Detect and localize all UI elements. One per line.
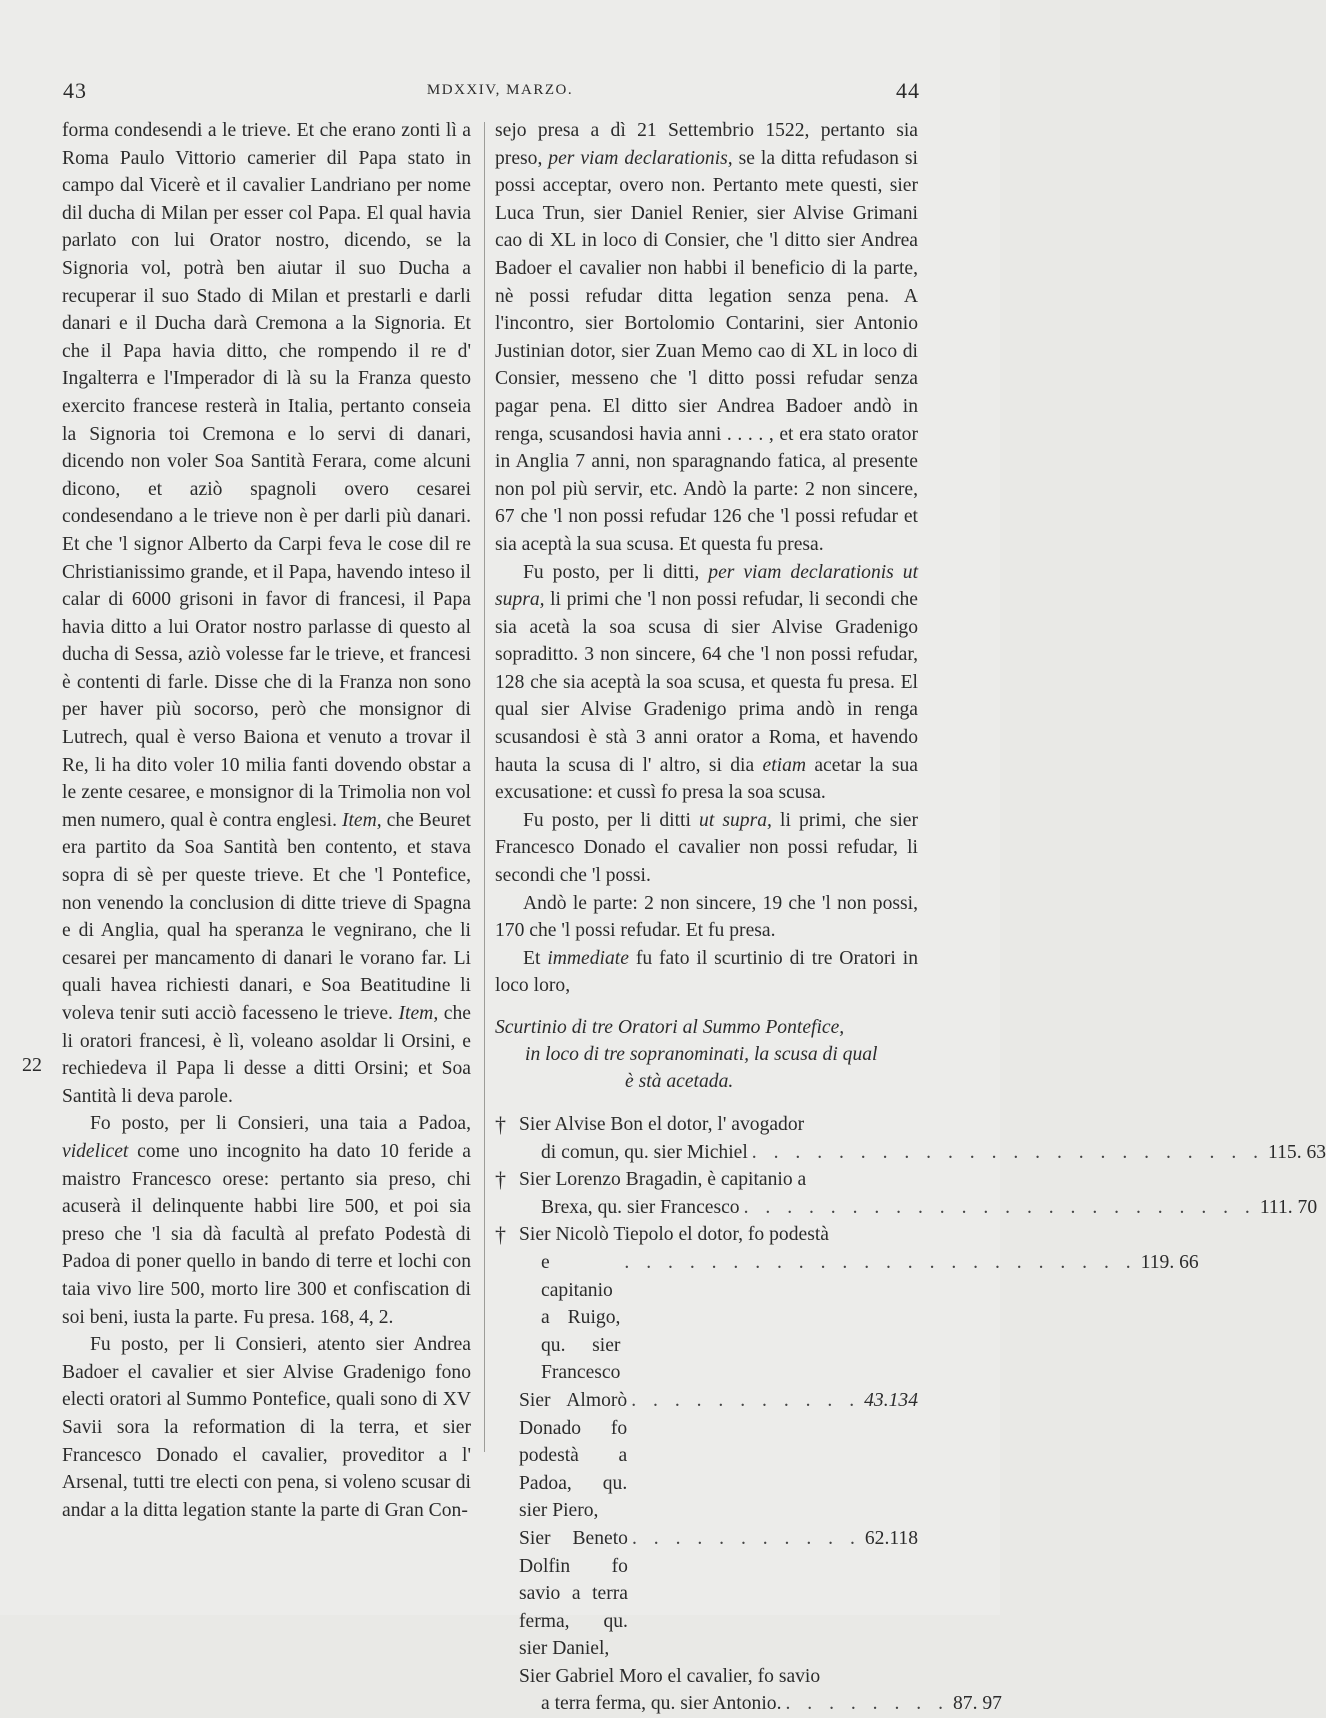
leader-dots: . . . . . . . . . . . bbox=[631, 1389, 861, 1411]
paragraph: Et immediate fu fato il scurtinio di tre Oratori in loco loro, bbox=[495, 947, 919, 997]
vote-count: 115. 63 bbox=[1268, 1141, 1326, 1163]
candidate-entry bbox=[495, 1166, 1318, 1221]
elected-mark: † bbox=[495, 1222, 506, 1248]
paragraph: Andò le parte: 2 non sincere, 19 che 'l non possi, 170 che 'l possi refudar. Et fu presa. bbox=[495, 892, 918, 942]
section-heading bbox=[495, 1014, 918, 1095]
candidate-name: Sier Gabriel Moro el cavalier, fo savio bbox=[519, 1665, 821, 1687]
italic-term: videlicet bbox=[62, 1140, 129, 1162]
elected-mark: † bbox=[495, 1167, 506, 1193]
page-header bbox=[0, 78, 1000, 108]
candidate-entry bbox=[495, 1111, 1326, 1166]
paragraph: sejo presa a dì 21 Settembrio 1522, pertanto sia preso, per viam declarationis, se la ditta refudason si possi acceptar, overo non. Pertanto mete questi, sier Luca Trun, sier Daniel Renier, sier Alvise Grimani cao di XL in loco di Consier, che 'l ditto sier Andrea Badoer el cavalier non habbi il beneficio di la parte, nè possi refudar ditta legation senza pena. A l'incontro, sier Bortolomio Contarini, sier Antonio Justinian dotor, sier Zuan Memo cao di XL in loco di Consier, messeno che 'l ditto possi refudar senza pagar pena. El ditto sier Andrea Badoer andò in renga, scusandosi havia anni . . . . , et era stato orator in Anglia 7 anni, non sparagnando fatica, al presente non pol più servir, etc. Andò la parte: 2 non sincere, 67 che 'l non possi refudar 126 che 'l possi refudar et sia aceptà la sua scusa. Et questa fu presa. bbox=[495, 120, 918, 555]
leader-dots: . . . . . . . . . . . bbox=[631, 1527, 861, 1549]
candidate-name: Sier Lorenzo Bragadin, è capitanio a bbox=[519, 1169, 807, 1191]
italic-term: etiam bbox=[762, 754, 807, 776]
candidate-detail: di comun, qu. sier Michiel bbox=[541, 1141, 748, 1163]
paragraph: Fu posto, per li Consieri, atento sier Andrea Badoer el cavalier et sier Alvise Gradenigo fono electi oratori al Summo Pontefice, quali sono di XV Savii sora la reformation di la terra, et sier Francesco Donado el cavalier, proveditor a l' Arsenal, tutti tre electi con pena, si voleno scusar di andar a la ditta legation stante la parte di Gran Con- bbox=[62, 1334, 471, 1521]
leader-dots: . . . . . . . . . . . . . . . . . . . . . . . . bbox=[743, 1196, 1256, 1218]
candidate-detail: e capitanio a Ruigo, qu. sier Francesco bbox=[541, 1251, 621, 1384]
candidate-detail: a terra ferma, qu. sier Antonio. bbox=[541, 1693, 782, 1715]
page-number-right: 44 bbox=[896, 78, 920, 103]
vote-count: 111. 70 bbox=[1259, 1196, 1318, 1218]
candidate-name: Sier Nicolò Tiepolo el dotor, fo podestà bbox=[519, 1224, 829, 1246]
vote-count: 119. 66 bbox=[1140, 1251, 1199, 1273]
italic-term: Item, bbox=[341, 809, 382, 831]
italic-term: ut supra, bbox=[699, 809, 772, 831]
candidate-entry bbox=[495, 1387, 918, 1525]
vote-count: 62.118 bbox=[864, 1527, 918, 1549]
candidate-entry bbox=[495, 1663, 1002, 1718]
italic-term: immediate bbox=[547, 947, 629, 969]
candidate-name: Sier Almorò Donado fo podestà a Padoa, qu. sier Piero, bbox=[519, 1389, 628, 1522]
heading-line: Scurtinio di tre Oratori al Summo Pontefice, bbox=[495, 1017, 845, 1038]
candidate-name: Sier Alvise Bon el dotor, l' avogador bbox=[519, 1114, 805, 1135]
heading-line: in loco di tre sopranominati, la scusa di qual bbox=[525, 1044, 878, 1065]
column-divider bbox=[484, 122, 485, 1452]
paragraph: Fo posto, per li Consieri, una taia a Padoa, videlicet come uno incognito ha dato 10 feride a maistro Francesco orese: pertanto sia preso, chi acuserà il delinquente habbi lire 500, et poi sia preso che 'l sia dà facultà al prefato Podestà di Padoa di poner quello in bando di terre et lochi con taia vivo lire 500, morto lire 300 et confiscation di soi beni, iusta la parte. Fu presa. 168, 4, 2. bbox=[62, 1113, 471, 1328]
page-number-left: 43 bbox=[63, 78, 87, 103]
candidate-name: Sier Beneto Dolfin fo savio a terra ferma, qu. sier Daniel, bbox=[519, 1527, 628, 1660]
italic-term: per viam declarationis, bbox=[548, 147, 733, 169]
left-column bbox=[62, 117, 471, 1524]
paragraph: Fu posto, per li ditti ut supra, li primi, che sier Francesco Donado el cavalier non possi refudar, li secondi che 'l possi. bbox=[495, 809, 919, 887]
right-column bbox=[495, 117, 1326, 1718]
paragraph: forma condesendi a le trieve. Et che erano zonti lì a Roma Paulo Vittorio camerier dil Papa stato in campo dal Vicerè et il cavalier Landriano per nome dil ducha di Milan per esser col Papa. El qual havia parlato con lui Orator nostro, dicendo, se la Signoria vol, potrà ben aiutar il suo Ducha a recuperar il suo Stado di Milan et prestarli e darli danari e il Ducha darà Cremona a la Signoria. Et che il Papa havia ditto, che rompendo il re d' Ingalterra e l'Imperador di là su la Franza questo exercito francese resterà in Italia, pertanto conseia la Signoria toi Cremona e lo servi di danari, dicendo non voler Soa Santità Ferara, come alcuni dicono, et aziò spagnoli overo cesarei condesendano a le trieve non è per darli più danari. Et che 'l signor Alberto da Carpi feva le cose dil re Christianissimo grande, et il Papa, havendo inteso il calar di 6000 grisoni in favor di francesi, il Papa havia ditto a lui Orator nostro parlasse di questo al ducha di Sessa, aziò volesse far le trieve, et francesi è contenti di farle. Disse che di la Franza non sono per haver più socorso, però che monsignor di Lutrech, qual è verso Baiona et venuto a trovar il Re, li ha dito voler 10 milia fanti dovendo obstar a le zente cesaree, e monsignor di la Trimolia non vol men numero, qual è contra englesi. Item, che Beuret era partito da Soa Santità ben contento, et stava sopra di sè per queste trieve. Et che 'l Pontefice, non venendo la conclusion di ditte trieve di Spagna e di Anglia, qual ha speranza le vegnirano, che li cesarei per mancamento di danari le vorano far. Li quali havea richiesti danari, e Soa Beatitudine li voleva tenir suti acciò facesseno le trieve. Item, che li oratori francesi, è lì, voleano asoldar li Orsini, e rechiedeva il Papa li desse a ditti Orsini; et Soa Santità li deva parole. bbox=[62, 120, 471, 1107]
candidate-detail: Brexa, qu. sier Francesco bbox=[541, 1196, 740, 1218]
leader-dots: . . . . . . . . . . . . . . . . . . . . . . . . bbox=[751, 1141, 1265, 1163]
leader-dots: . . . . . . . . bbox=[785, 1693, 949, 1715]
heading-line: è stà acetada. bbox=[625, 1071, 734, 1092]
vote-count: 87. 97 bbox=[952, 1693, 1002, 1715]
running-title: MDXXIV, MARZO. bbox=[426, 82, 574, 98]
margin-number: 22 bbox=[22, 1054, 42, 1076]
leader-dots: . . . . . . . . . . . . . . . . . . . . . . . . bbox=[624, 1251, 1137, 1273]
vote-count: 43.134 bbox=[864, 1389, 918, 1411]
italic-term: per viam declarationis ut supra, bbox=[495, 561, 919, 611]
candidate-entry bbox=[495, 1221, 1199, 1387]
elected-mark: † bbox=[495, 1112, 506, 1137]
italic-term: Item, bbox=[398, 1003, 439, 1024]
candidate-entry bbox=[495, 1525, 918, 1663]
candidate-list bbox=[495, 1111, 1326, 1718]
paragraph: Fu posto, per li ditti, per viam declarationis ut supra, li primi che 'l non possi refudar, li secondi che sia acetà la soa scusa di sier Alvise Gradenigo sopraditto. 3 non sincere, 64 che 'l non possi refudar, 128 che sia aceptà la soa scusa, et questa fu presa. El qual sier Alvise Gradenigo prima andò in renga scusandosi è stà 3 anni orator a Roma, et havendo hauta la scusa di l' altro, si dia etiam acetar la sua excusatione: et cussì fo presa la soa scusa. bbox=[495, 561, 919, 804]
